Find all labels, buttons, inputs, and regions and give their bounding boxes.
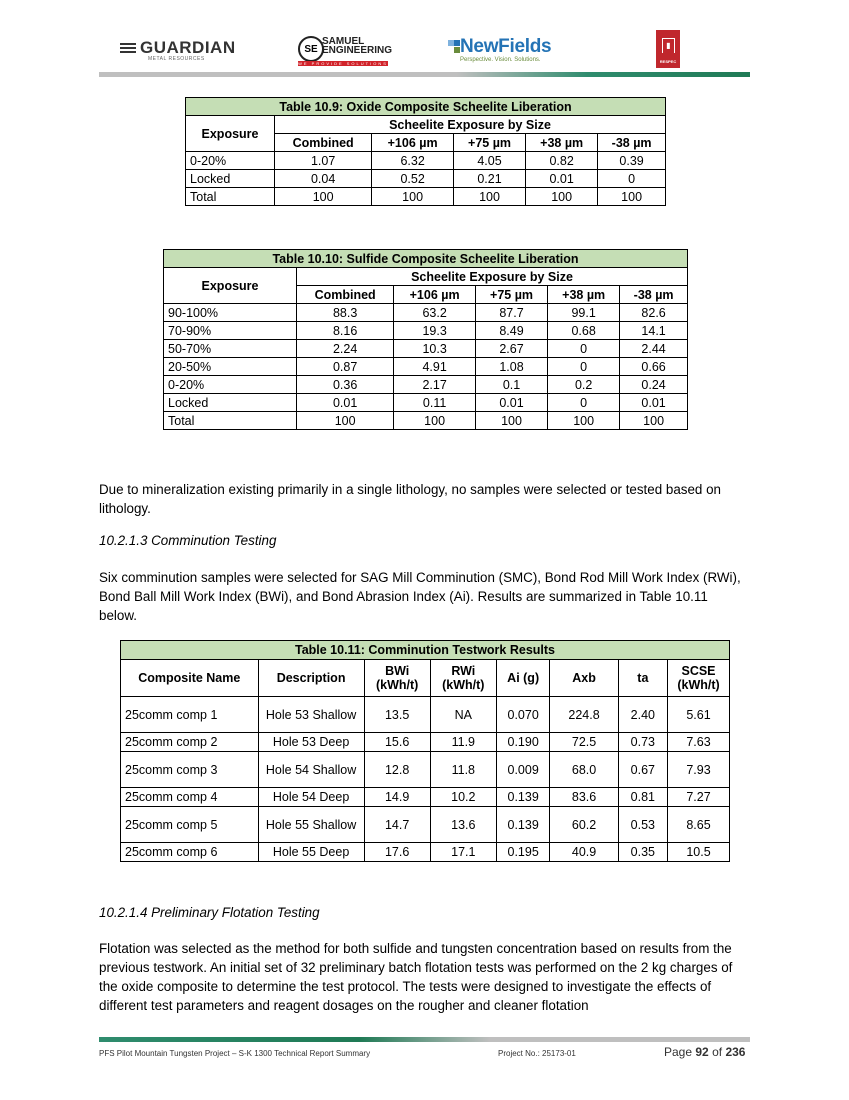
cell: 8.65 <box>668 807 730 843</box>
guardian-subtitle: METAL RESOURCES <box>148 56 205 62</box>
cell: 40.9 <box>550 843 618 862</box>
cell: Hole 54 Shallow <box>258 752 364 788</box>
newfields-logo <box>448 36 568 66</box>
cell: 0.009 <box>496 752 550 788</box>
table-oxide-liberation <box>185 97 666 206</box>
cell: 0 <box>548 394 620 412</box>
paragraph-flotation: Flotation was selected as the method for both sulfide and tungsten concentration based on results from the previous testwork. An initial set of 32 preliminary batch flotation tests was performed on the 2 kg charges of the oxide composite to determine the test protocol. The tests were designed to investigate the effects of different test parameters and reagent dosages on the rougher and cleaner flotation <box>99 941 733 1013</box>
row-label: 50-70% <box>164 340 297 358</box>
cell: 60.2 <box>550 807 618 843</box>
table-sulfide-liberation <box>163 249 688 430</box>
table-row <box>164 340 688 358</box>
cell: 25comm comp 3 <box>121 752 259 788</box>
cell: 14.9 <box>364 788 430 807</box>
cell: 12.8 <box>364 752 430 788</box>
cell: Hole 54 Deep <box>258 788 364 807</box>
cell: 0.01 <box>526 170 598 188</box>
cell: Hole 53 Deep <box>258 733 364 752</box>
group-header: Scheelite Exposure by Size <box>275 116 666 134</box>
cell: 0.67 <box>618 752 667 788</box>
page-current: 92 <box>695 1045 709 1059</box>
cell: 0.68 <box>548 322 620 340</box>
cell: 0.139 <box>496 788 550 807</box>
cell: 2.17 <box>394 376 476 394</box>
cell: 99.1 <box>548 304 620 322</box>
cell: 0.190 <box>496 733 550 752</box>
cell: 2.24 <box>297 340 394 358</box>
cell: 82.6 <box>620 304 688 322</box>
table-row <box>164 304 688 322</box>
page-word: Page <box>664 1045 693 1059</box>
cell: 68.0 <box>550 752 618 788</box>
newfields-squares-icon <box>448 40 460 54</box>
menu-lines-icon <box>120 41 136 55</box>
cell: Hole 53 Shallow <box>258 697 364 733</box>
cell: 0.1 <box>475 376 547 394</box>
col-header: Combined <box>297 286 394 304</box>
samuel-line1: SAMUEL <box>322 36 365 47</box>
table-comminution-results <box>120 640 730 862</box>
samuel-line2: ENGINEERING <box>322 45 393 56</box>
table-row <box>121 788 730 807</box>
cell: 63.2 <box>394 304 476 322</box>
cell: 14.1 <box>620 322 688 340</box>
cell: 0.2 <box>548 376 620 394</box>
table-row <box>121 752 730 788</box>
footer-project-number: Project No.: 25173-01 <box>498 1049 576 1058</box>
table-row <box>121 807 730 843</box>
respec-mark-icon: ▮ <box>662 38 675 53</box>
cell: 4.05 <box>453 152 525 170</box>
section-heading-flotation: 10.2.1.4 Preliminary Flotation Testing <box>99 905 320 920</box>
col-header: ta <box>618 660 667 697</box>
cell: 13.6 <box>430 807 496 843</box>
header-rule <box>99 72 750 77</box>
col-header: Ai (g) <box>496 660 550 697</box>
cell: 25comm comp 4 <box>121 788 259 807</box>
cell: 100 <box>394 412 476 430</box>
cell: 8.16 <box>297 322 394 340</box>
cell: 0 <box>548 358 620 376</box>
table-row <box>121 697 730 733</box>
se-mark: SE <box>298 36 324 62</box>
col-header: -38 µm <box>598 134 666 152</box>
cell: 72.5 <box>550 733 618 752</box>
col-header: Combined <box>275 134 372 152</box>
row-header: Exposure <box>186 116 275 152</box>
col-header: +106 µm <box>394 286 476 304</box>
of-word: of <box>712 1045 723 1059</box>
table-row <box>186 152 666 170</box>
cell: 100 <box>548 412 620 430</box>
cell: 83.6 <box>550 788 618 807</box>
cell: 25comm comp 1 <box>121 697 259 733</box>
cell: 100 <box>297 412 394 430</box>
cell: 13.5 <box>364 697 430 733</box>
cell: 0.04 <box>275 170 372 188</box>
row-label: 0-20% <box>164 376 297 394</box>
row-label: 90-100% <box>164 304 297 322</box>
cell: 0.01 <box>297 394 394 412</box>
cell: Hole 55 Shallow <box>258 807 364 843</box>
cell: 100 <box>453 188 525 206</box>
col-header: Axb <box>550 660 618 697</box>
guardian-name: GUARDIAN <box>140 38 236 57</box>
cell: 1.08 <box>475 358 547 376</box>
section-heading-comminution: 10.2.1.3 Comminution Testing <box>99 533 277 548</box>
cell: 8.49 <box>475 322 547 340</box>
row-label: Total <box>186 188 275 206</box>
cell: 1.07 <box>275 152 372 170</box>
cell: 0.21 <box>453 170 525 188</box>
cell: 0.81 <box>618 788 667 807</box>
cell: 25comm comp 6 <box>121 843 259 862</box>
newfields-name: NewFields <box>460 36 552 57</box>
paragraph-lithology: Due to mineralization existing primarily in a single lithology, no samples were selected or tested based on lithology. <box>99 482 721 516</box>
cell: 100 <box>475 412 547 430</box>
cell: 100 <box>526 188 598 206</box>
table-row <box>164 322 688 340</box>
cell: 100 <box>598 188 666 206</box>
table-row <box>164 358 688 376</box>
table-row <box>186 188 666 206</box>
respec-name: RESPEC <box>659 59 677 64</box>
table-row <box>186 170 666 188</box>
cell: 0.87 <box>297 358 394 376</box>
cell: 0 <box>548 340 620 358</box>
row-label: 0-20% <box>186 152 275 170</box>
row-label: Total <box>164 412 297 430</box>
cell: 0.11 <box>394 394 476 412</box>
cell: 100 <box>620 412 688 430</box>
footer-report-title: PFS Pilot Mountain Tungsten Project – S-K 1300 Technical Report Summary <box>99 1049 371 1058</box>
cell: 25comm comp 5 <box>121 807 259 843</box>
page-total: 236 <box>725 1045 746 1059</box>
cell: 100 <box>275 188 372 206</box>
col-header: Composite Name <box>121 660 259 697</box>
col-header: Description <box>258 660 364 697</box>
footer-page-number <box>664 1045 745 1059</box>
cell: 0.82 <box>526 152 598 170</box>
table-row <box>164 412 688 430</box>
cell: 0.070 <box>496 697 550 733</box>
cell: 5.61 <box>668 697 730 733</box>
cell: 0.36 <box>297 376 394 394</box>
col-header: SCSE (kWh/t) <box>668 660 730 697</box>
cell: 0.195 <box>496 843 550 862</box>
cell: 2.44 <box>620 340 688 358</box>
cell: 6.32 <box>372 152 454 170</box>
cell: 10.3 <box>394 340 476 358</box>
samuel-engineering-logo <box>298 36 392 66</box>
cell: 0.73 <box>618 733 667 752</box>
cell: 100 <box>372 188 454 206</box>
cell: 87.7 <box>475 304 547 322</box>
table-caption: Table 10.11: Comminution Testwork Results <box>121 641 730 660</box>
cell: 4.91 <box>394 358 476 376</box>
table-row <box>121 843 730 862</box>
paragraph-comminution: Six comminution samples were selected for SAG Mill Comminution (SMC), Bond Rod Mill Work Index (RWi), Bond Ball Mill Work Index (BWi), and Bond Abrasion Index (Ai). Results are summarized in Table 10.11 below. <box>99 570 741 623</box>
cell: 0.53 <box>618 807 667 843</box>
col-header: +38 µm <box>526 134 598 152</box>
col-header: BWi (kWh/t) <box>364 660 430 697</box>
row-label: Locked <box>164 394 297 412</box>
row-header: Exposure <box>164 268 297 304</box>
cell: 7.93 <box>668 752 730 788</box>
table-caption: Table 10.9: Oxide Composite Scheelite Liberation <box>186 98 666 116</box>
row-label: 20-50% <box>164 358 297 376</box>
cell: 25comm comp 2 <box>121 733 259 752</box>
cell: 11.8 <box>430 752 496 788</box>
newfields-tagline: Perspective. Vision. Solutions. <box>460 57 541 63</box>
cell: 17.6 <box>364 843 430 862</box>
cell: 0.66 <box>620 358 688 376</box>
cell: 19.3 <box>394 322 476 340</box>
cell: 0.52 <box>372 170 454 188</box>
cell: 15.6 <box>364 733 430 752</box>
cell: 0.39 <box>598 152 666 170</box>
col-header: -38 µm <box>620 286 688 304</box>
cell: 0.01 <box>475 394 547 412</box>
cell: 11.9 <box>430 733 496 752</box>
cell: 0.24 <box>620 376 688 394</box>
footer-rule <box>99 1037 750 1042</box>
cell: 0.01 <box>620 394 688 412</box>
group-header: Scheelite Exposure by Size <box>297 268 688 286</box>
guardian-logo <box>120 38 244 64</box>
cell: 10.2 <box>430 788 496 807</box>
cell: 7.63 <box>668 733 730 752</box>
row-label: Locked <box>186 170 275 188</box>
respec-logo <box>656 30 680 68</box>
cell: Hole 55 Deep <box>258 843 364 862</box>
col-header: RWi (kWh/t) <box>430 660 496 697</box>
samuel-band: WE PROVIDE SOLUTIONS <box>298 61 388 66</box>
col-header: +75 µm <box>453 134 525 152</box>
row-label: 70-90% <box>164 322 297 340</box>
cell: 224.8 <box>550 697 618 733</box>
col-header: +75 µm <box>475 286 547 304</box>
cell: 7.27 <box>668 788 730 807</box>
table-row <box>121 733 730 752</box>
cell: 14.7 <box>364 807 430 843</box>
cell: 0 <box>598 170 666 188</box>
table-row <box>164 376 688 394</box>
cell: 10.5 <box>668 843 730 862</box>
col-header: +38 µm <box>548 286 620 304</box>
col-header: +106 µm <box>372 134 454 152</box>
cell: 0.35 <box>618 843 667 862</box>
cell: 0.139 <box>496 807 550 843</box>
table-caption: Table 10.10: Sulfide Composite Scheelite Liberation <box>164 250 688 268</box>
cell: 2.67 <box>475 340 547 358</box>
cell: NA <box>430 697 496 733</box>
cell: 17.1 <box>430 843 496 862</box>
cell: 2.40 <box>618 697 667 733</box>
table-row <box>164 394 688 412</box>
cell: 88.3 <box>297 304 394 322</box>
